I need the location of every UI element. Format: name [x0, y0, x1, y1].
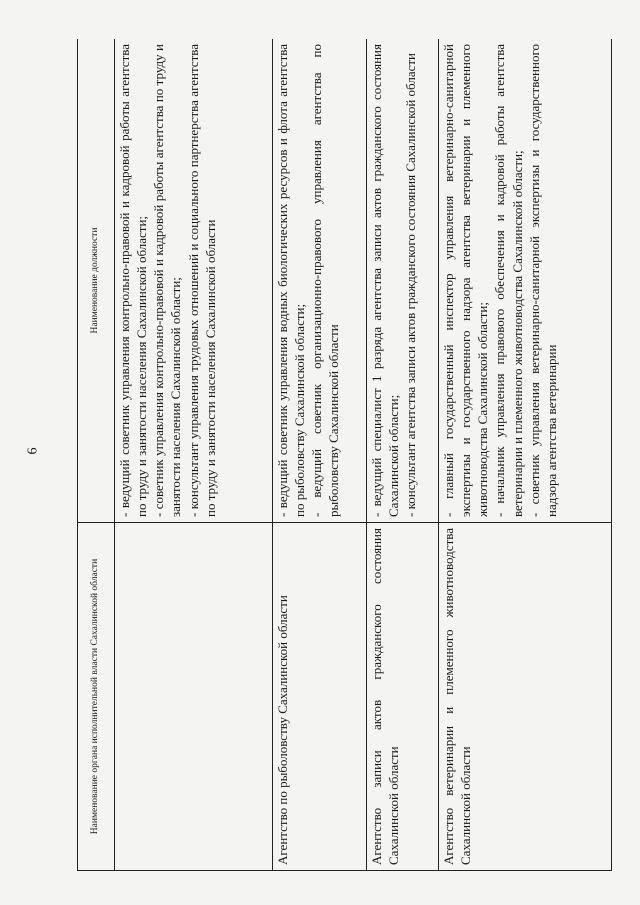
position-item: - советник управления контрольно-правовой и кадровой работы агентства по труду и занятости населения Сахалинской области;	[151, 44, 184, 517]
position-item: - ведущий специалист 1 разряда агентства записи актов гражданского состояния Сахалинской области;	[369, 44, 402, 517]
position-item: - советник управления ветеринарно-санитарной экспертизы и государственного надзора агентства ветеринарии	[526, 44, 559, 517]
organ-cell: Агентство по рыболовству Сахалинской области	[273, 523, 367, 871]
header-organ: Наименование органа исполнительной власти Сахалинской области	[78, 523, 115, 871]
position-item: - начальник управления правового обеспечения и кадровой работы агентства ветеринарии и племенного животноводства Сахалинской области;	[492, 44, 525, 517]
table-row	[115, 39, 273, 871]
table-row	[273, 39, 367, 871]
table-row	[367, 39, 439, 871]
page-number: 6	[25, 447, 41, 455]
position-item: - консультант агентства записи актов гражданского состояния Сахалинской области	[403, 52, 419, 517]
positions-cell	[367, 39, 439, 523]
rotated-table-wrapper	[77, 39, 612, 871]
position-item: - главный государственный инспектор управления ветеринарно-санитарной экспертизы и государственного надзора агентства ветеринарии и племенного животноводства Сахалинской области;	[441, 44, 491, 517]
organ-cell	[115, 523, 273, 871]
table-row	[439, 39, 612, 871]
position-item: - консультант управления трудовых отношений и социального партнерства агентства по труду и занятости населения Сахалинской области	[185, 44, 218, 517]
document-sheet	[77, 39, 612, 871]
organ-cell: Агентство записи актов гражданского состояния Сахалинской области	[367, 523, 439, 871]
position-item: - ведущий советник управления водных биологических ресурсов и флота агентства по рыболовству Сахалинской области;	[275, 44, 308, 517]
positions-table	[77, 39, 612, 871]
position-item: - ведущий советник организационно-правового управления агентства по рыболовству Сахалинской области	[309, 44, 342, 517]
positions-cell	[273, 39, 367, 523]
organ-cell: Агентство ветеринарии и племенного животноводства Сахалинской области	[439, 523, 612, 871]
positions-cell	[115, 39, 273, 523]
table-header-row	[78, 39, 115, 871]
position-item: - ведущий советник управления контрольно-правовой и кадровой работы агентства по труду и занятости населения Сахалинской области;	[117, 44, 150, 517]
positions-cell	[439, 39, 612, 523]
header-position: Наименование должности	[78, 39, 115, 523]
